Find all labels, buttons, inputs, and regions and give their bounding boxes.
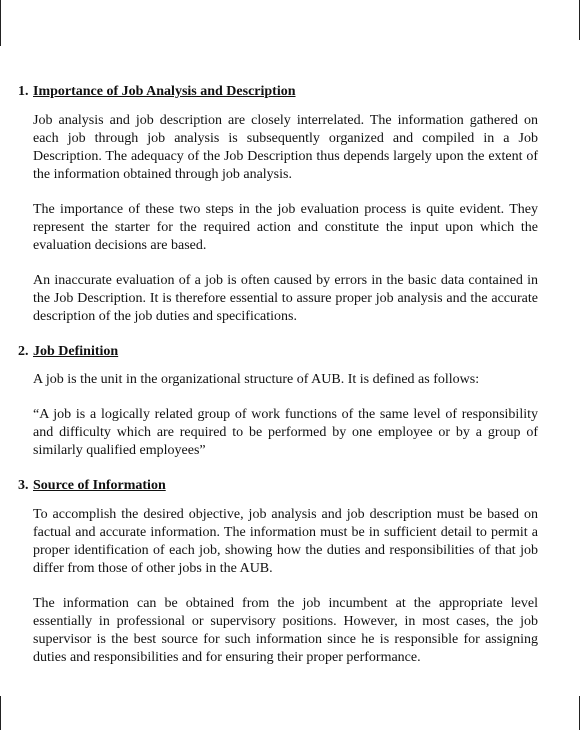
section-source-of-information [18,477,538,667]
section-title: Source of Information [33,478,166,493]
section-number: 3. [18,478,29,493]
section-heading [18,477,538,495]
page-border-left-top [0,0,1,46]
page-border-left-bottom [0,696,1,730]
paragraph: An inaccurate evaluation of a job is often caused by errors in the basic data contained in the Job Description. It is therefore essential to assure proper job analysis and the accurate description of the job duties and specifications. [33,273,538,324]
paragraph: Job analysis and job description are closely interrelated. The information gathered on each job through job analysis is subsequently organized and compiled in a Job Description. The adequacy of the Job Description thus depends largely upon the extent of the information obtained through job analysis. [33,113,538,182]
section-number: 1. [18,84,29,99]
section-heading [18,83,538,101]
section-title: Importance of Job Analysis and Description [33,84,296,99]
paragraph: A job is the unit in the organizational structure of AUB. It is defined as follows: [33,372,480,387]
document-page [18,83,538,684]
section-heading [18,343,538,361]
section-title: Job Definition [33,344,119,359]
section-importance [18,83,538,326]
section-job-definition [18,343,538,460]
paragraph: To accomplish the desired objective, job analysis and job description must be based on factual and accurate information. The information must be in sufficient detail to permit a proper identification of each job, showing how the duties and responsibilities of that job differ from those of other jobs in the AUB. [33,507,538,576]
paragraph: The information can be obtained from the job incumbent at the appropriate level essentially in professional or supervisory positions. However, in most cases, the job supervisor is the best source for such information since he is responsible for assigning duties and responsibilities and for ensuring their proper performance. [33,596,538,665]
section-number: 2. [18,344,29,359]
definition-quote: “A job is a logically related group of work functions of the same level of responsibility and difficulty which are required to be performed by one employee or by a group of similarly qualified employees” [33,407,538,458]
paragraph: The importance of these two steps in the job evaluation process is quite evident. They represent the starter for the required action and constitute the input upon which the evaluation decisions are based. [33,202,538,253]
